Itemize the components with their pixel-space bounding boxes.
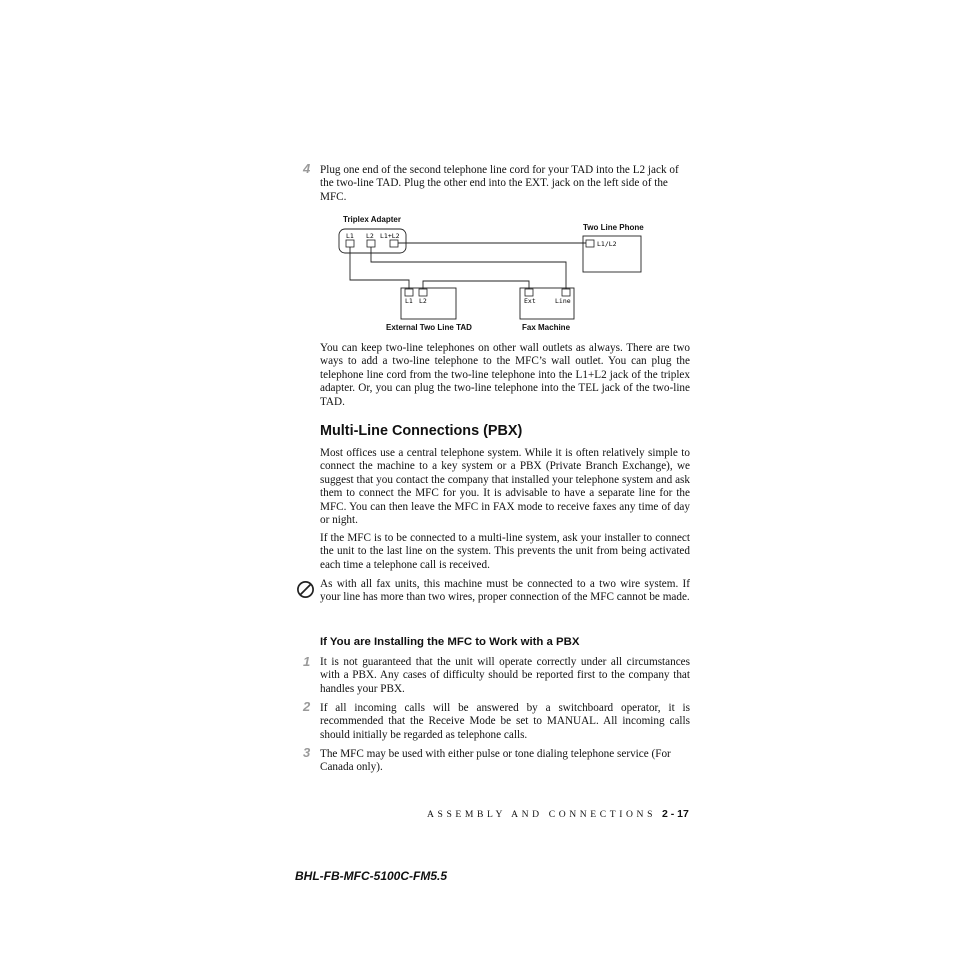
step-number-4: 4 — [303, 161, 311, 176]
step-number-1: 1 — [303, 654, 311, 669]
step-1-text: It is not guaranteed that the unit will operate correctly under all circumstances with a PBX. Any cases of difficulty should be reported first to the company that handles your PBX. — [320, 656, 690, 695]
triplex-jack-l1l2 — [390, 240, 398, 247]
step-4-text: Plug one end of the second telephone line cord for your TAD into the L2 jack of the two-line TAD. Plug the other end into the EXT. jack on the left side of the MFC. — [320, 164, 679, 203]
step-number-3: 3 — [303, 745, 311, 760]
footer-chapter: ASSEMBLY AND CONNECTIONS — [427, 809, 657, 820]
triplex-jack-label-l2: L2 — [366, 232, 374, 240]
triplex-jack-l1 — [346, 240, 354, 247]
tad-jack-label-l2: L2 — [419, 297, 427, 305]
fax-machine-label: Fax Machine — [522, 323, 571, 332]
prohibited-icon — [296, 580, 315, 599]
step-3-text: The MFC may be used with either pulse or tone dialing telephone service (For Canada only). — [320, 748, 671, 774]
pbx-paragraph-1: Most offices use a central telephone system. While it is often relatively simple to connect the machine to a key system or a PBX (Private Branch Exchange), we suggest that you contact the company that installed your telephone system and ask them to connect the MFC for you. It is advisable to have a separate line for the MFC. You can then leave the MFC in FAX mode to receive faxes any time of day or night. — [320, 447, 690, 527]
section-title: Multi-Line Connections (PBX) — [320, 423, 523, 439]
triplex-jack-label-l1l2: L1+L2 — [380, 232, 400, 240]
triplex-jack-label-l1: L1 — [346, 232, 354, 240]
two-line-paragraph: You can keep two-line telephones on other wall outlets as always. There are two ways to add a two-line telephone to the MFC’s wall outlet. You can plug the telephone line cord from the two-line telephone into the L1+L2 jack of the triplex adapter. Or, you can plug the two-line telephone into the TEL jack of the two-line TAD. — [320, 342, 690, 408]
triplex-jack-l2 — [367, 240, 375, 247]
fax-jack-line — [562, 289, 570, 296]
document-id: BHL-FB-MFC-5100C-FM5.5 — [295, 869, 448, 883]
step-2-text: If all incoming calls will be answered by a switchboard operator, it is recommended that the Receive Mode be set to MANUAL. All incoming calls should initially be regarded as telephone calls. — [320, 702, 690, 741]
fax-jack-ext — [525, 289, 533, 296]
step-number-2: 2 — [303, 699, 311, 714]
fax-jack-label-ext: Ext — [524, 297, 536, 305]
page-number: 2 - 17 — [662, 808, 689, 820]
tad-jack-l2 — [419, 289, 427, 296]
tad-label: External Two Line TAD — [386, 323, 472, 332]
pbx-paragraph-2: If the MFC is to be connected to a multi-line system, ask your installer to connect the unit to the last line on the system. This prevents the unit from being activated each time a telephone call is received. — [320, 532, 690, 571]
phone-jack — [586, 240, 594, 247]
two-line-phone-label: Two Line Phone — [583, 223, 644, 232]
fax-jack-label-line: Line — [555, 297, 571, 305]
tad-jack-label-l1: L1 — [405, 297, 413, 305]
warning-text: As with all fax units, this machine must be connected to a two wire system. If your line has more than two wires, proper connection of the MFC cannot be made. — [320, 578, 690, 604]
subsection-title: If You are Installing the MFC to Work with a PBX — [320, 636, 580, 648]
triplex-adapter-label: Triplex Adapter — [343, 215, 401, 224]
phone-jack-label: L1/L2 — [597, 240, 617, 248]
tad-jack-l1 — [405, 289, 413, 296]
